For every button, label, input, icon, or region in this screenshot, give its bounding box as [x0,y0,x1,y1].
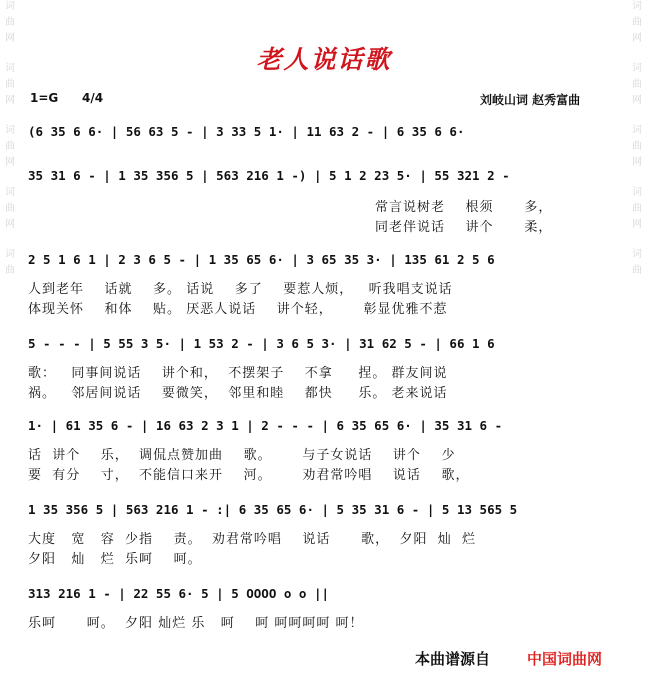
watermark-glyph: 曲 [632,79,642,90]
score-line-4: 5 - - - | 5 55 3 5· | 1 53 2 - | 3 6 5 3· | 31 62 5 - | 66 1 6 [28,336,495,351]
source-label: 本曲谱源自 [415,650,491,668]
lyric-line-3a: 人到老年 话就 多。 话说 多了 要惹人烦， 听我唱支说话 [28,282,453,297]
watermark-glyph: 词 [632,125,642,136]
score-line-5: 1· | 61 35 6 - | 16 63 2 3 1 | 2 - - - | 6 35 65 6· | 35 31 6 - [28,418,503,433]
lyric-line-3b: 体现关怀 和体 贴。 厌恶人说话 讲个轻， 彰显优雅不惹 [28,302,448,317]
watermark-glyph: 词 [5,1,15,12]
watermark-glyph: 词 [5,187,15,198]
watermark-glyph: 曲 [632,17,642,28]
source-site-link[interactable]: 中国词曲网 [527,650,603,668]
watermark-glyph: 曲 [5,17,15,28]
score-line-7: 313 216 1 - | 22 55 6· 5 | 5 OOOO o o || [28,586,330,601]
song-title: 老人说话歌 [256,45,392,74]
score-line-2: 35 31 6 - | 1 35 356 5 | 563 216 1 -) | 5 1 2 23 5· | 55 321 2 - [28,168,510,183]
lyric-line-5a: 话 讲个 乐， 调侃点赞加曲 歌。 与子女说话 讲个 少 [28,448,456,463]
watermark-glyph: 网 [632,219,642,230]
watermark-glyph: 曲 [5,203,15,214]
time-signature: 4/4 [82,91,104,105]
lyric-line-5b: 要 有分 寸， 不能信口来开 河。 劝君常吟唱 说话 歌， [28,468,470,483]
watermark-glyph: 网 [632,33,642,44]
lyric-line-4b: 祸。 邻居间说话 要微笑， 邻里和睦 都快 乐。 老来说话 [28,386,448,401]
watermark-glyph: 网 [5,157,15,168]
lyric-line-7a: 乐呵 呵。 夕阳 灿烂 乐 呵 呵 呵呵呵呵 呵！ [28,616,364,631]
watermark-glyph: 网 [632,95,642,106]
watermark-glyph: 曲 [5,141,15,152]
score-line-1: (6 35 6 6· | 56 63 5 - | 3 33 5 1· | 11 63 2 - | 6 35 6 6· [28,124,465,139]
key-signature: 1=G [30,91,59,105]
watermark-glyph: 网 [632,157,642,168]
watermark-glyph: 词 [5,63,15,74]
score-line-6: 1 35 356 5 | 563 216 1 - :| 6 35 65 6· | 5 35 31 6 - | 5 13 565 5 [28,502,518,517]
watermark-glyph: 网 [5,33,15,44]
lyric-line-2a: 常言说树老 根须 多， [375,200,553,215]
watermark-glyph: 词 [5,125,15,136]
watermark-glyph: 网 [5,95,15,106]
watermark-glyph: 曲 [632,265,642,276]
lyric-line-6a: 大度 宽 容 少指 责。 劝君常吟唱 说话 歌， 夕阳 灿 烂 [28,532,476,547]
watermark-glyph: 曲 [5,79,15,90]
watermark-glyph: 词 [632,187,642,198]
watermark-glyph: 网 [5,219,15,230]
watermark-glyph: 词 [5,249,15,260]
lyric-line-6b: 夕阳 灿 烂 乐呵 呵。 [28,552,202,567]
watermark-glyph: 曲 [5,265,15,276]
watermark-glyph: 曲 [632,203,642,214]
watermark-glyph: 词 [632,249,642,260]
credits: 刘岐山词 赵秀富曲 [480,93,581,107]
watermark-glyph: 词 [632,63,642,74]
lyric-line-4a: 歌： 同事间说话 讲个和， 不摆架子 不拿 捏。 群友间说 [28,366,448,381]
lyric-line-2b: 同老伴说话 讲个 柔， [375,220,553,235]
watermark-glyph: 词 [632,1,642,12]
score-line-3: 2 5 1 6 1 | 2 3 6 5 - | 1 35 65 6· | 3 65 35 3· | 135 61 2 5 6 [28,252,495,267]
watermark-glyph: 曲 [632,141,642,152]
